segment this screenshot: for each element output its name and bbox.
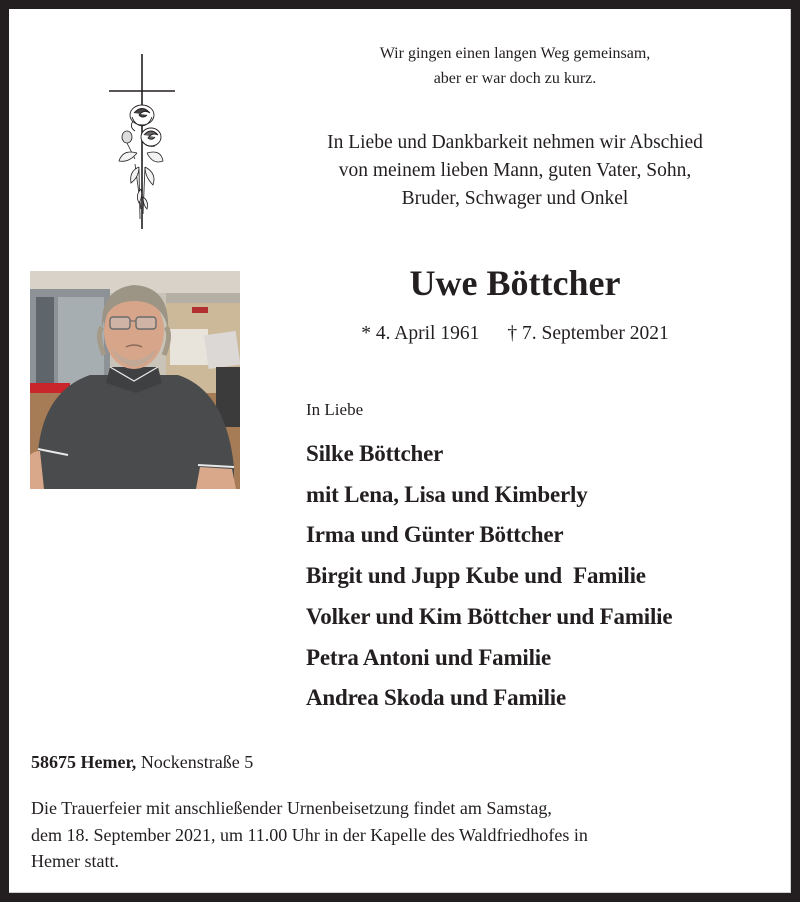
mourners-list (306, 434, 776, 719)
intro-line: In Liebe und Dankbarkeit nehmen wir Abschied (327, 132, 703, 153)
mourner-entry: Irma und Günter Böttcher (306, 522, 564, 548)
motto (271, 41, 759, 91)
address (31, 750, 253, 774)
deceased-name: Uwe Böttcher (409, 263, 621, 303)
death-date: † 7. September 2021 (507, 323, 669, 344)
mourner-entry: Silke Böttcher (306, 441, 444, 466)
mourner-entry: mit Lena, Lisa und Kimberly (306, 481, 588, 507)
birth-date: * 4. April 1961 (361, 323, 480, 344)
mourner-entry: Petra Antoni und Familie (306, 644, 552, 670)
intro-line: Bruder, Schwager und Onkel (401, 188, 629, 209)
farewell-intro (271, 129, 759, 213)
address-city: 58675 Hemer, (31, 752, 137, 772)
ceremony-line: Hemer statt. (31, 851, 119, 871)
obituary-card (9, 9, 791, 893)
address-street: Nockenstraße 5 (140, 752, 254, 772)
mourner-entry: Volker und Kim Böttcher und Familie (306, 603, 673, 629)
mourner-entry: Andrea Skoda und Familie (306, 685, 566, 711)
mourner-entry: Birgit und Jupp Kube und Familie (306, 563, 646, 589)
ceremony-info (31, 795, 781, 875)
cross-with-roses-icon (99, 49, 185, 234)
portrait-photo (30, 271, 240, 489)
ceremony-line: dem 18. September 2021, um 11.00 Uhr in der Kapelle des Waldfriedhofes in (31, 824, 588, 845)
motto-line: Wir gingen einen langen Weg gemeinsam, (379, 45, 651, 62)
life-dates (271, 321, 759, 347)
intro-line: von meinem lieben Mann, guten Vater, Sohn, (338, 160, 692, 181)
motto-line: aber er war doch zu kurz. (433, 70, 597, 87)
ceremony-line: Die Trauerfeier mit anschließender Urnenbeisetzung findet am Samstag, (31, 798, 552, 818)
in-love-label: In Liebe (306, 400, 364, 419)
